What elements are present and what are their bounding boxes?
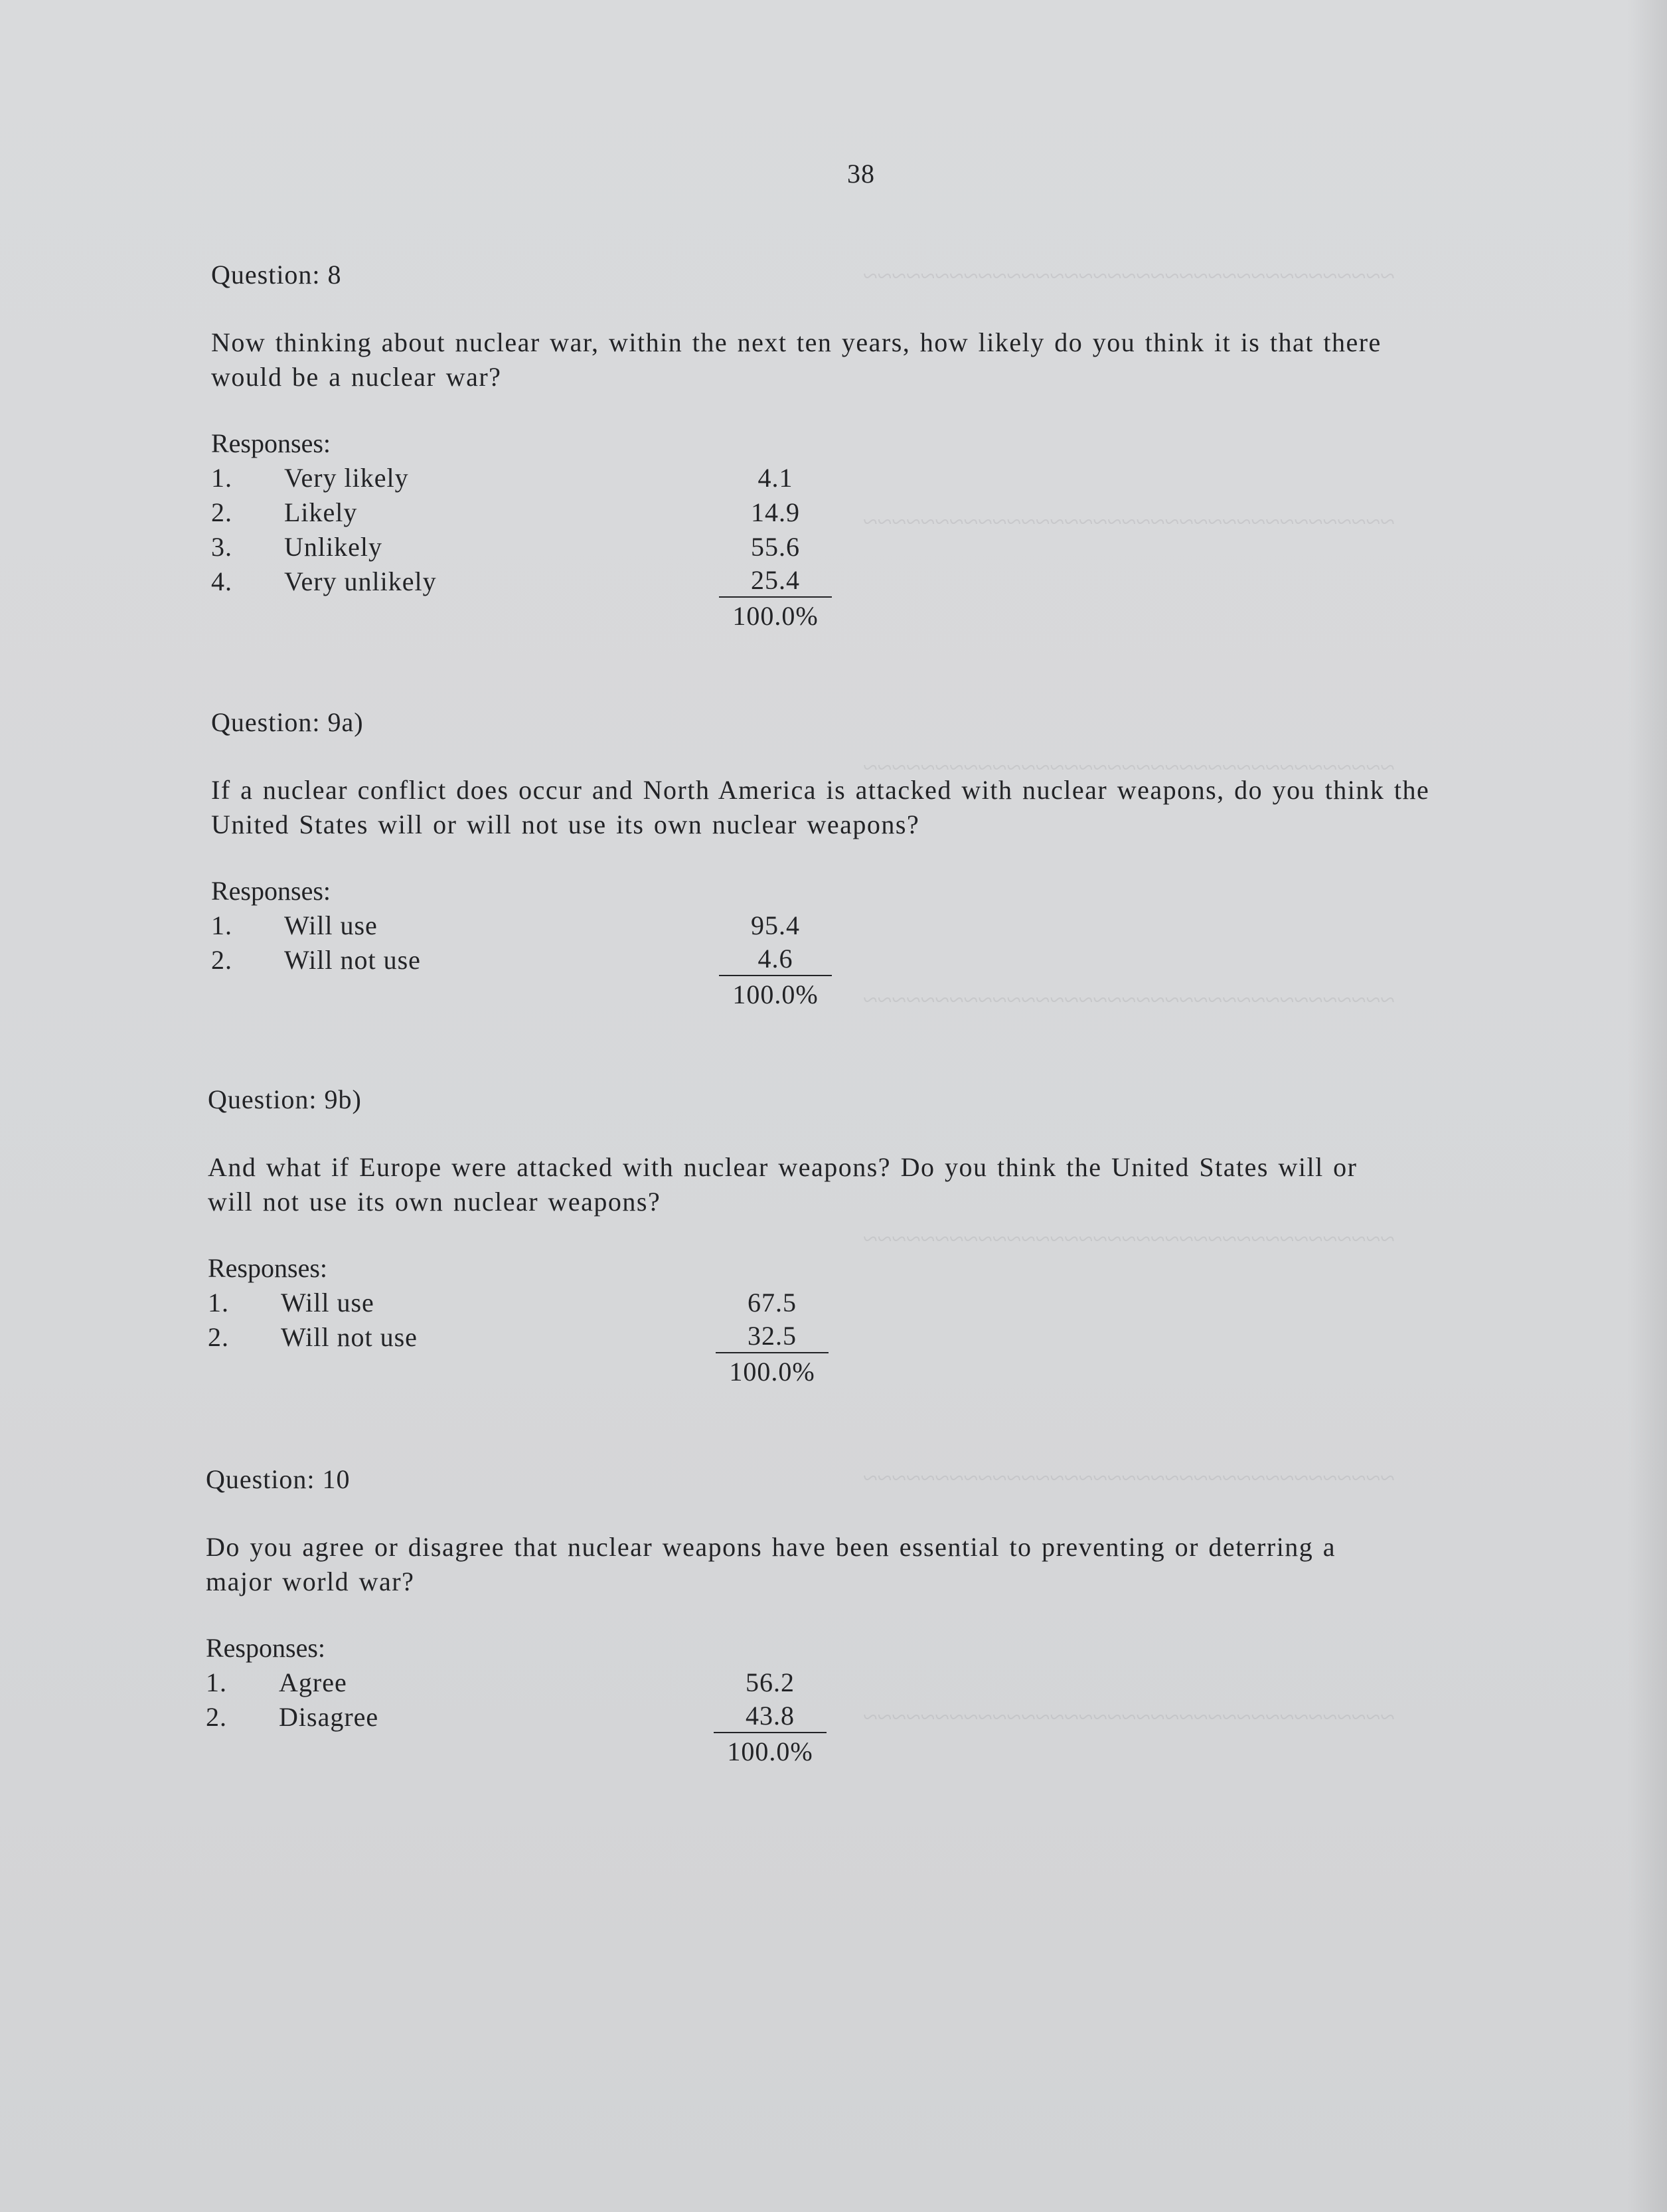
responses-list [211, 426, 1472, 634]
response-percent: 67.5 [748, 1288, 797, 1318]
response-number: 1. [211, 910, 232, 940]
response-total-row [211, 599, 1472, 634]
response-percent: 55.6 [751, 532, 800, 562]
response-label: Very likely [284, 463, 409, 493]
response-percent: 56.2 [746, 1667, 795, 1697]
response-total-row [206, 1735, 1467, 1769]
responses-heading: Responses: [211, 428, 331, 458]
response-number: 2. [206, 1702, 227, 1732]
response-number: 4. [211, 566, 232, 596]
response-row [211, 461, 1472, 495]
responses-list [206, 1631, 1467, 1769]
response-label: Unlikely [284, 532, 382, 562]
response-percent: 95.4 [751, 910, 800, 940]
responses-heading: Responses: [211, 876, 331, 906]
question-block-9a [211, 705, 1472, 1012]
response-row [211, 908, 1472, 943]
response-number: 1. [206, 1667, 227, 1697]
response-number: 3. [211, 532, 232, 562]
response-number: 2. [211, 497, 232, 527]
response-label: Will use [284, 910, 378, 940]
response-row [211, 495, 1472, 530]
question-label: Question: 9b) [208, 1084, 362, 1114]
response-total: 100.0% [732, 601, 819, 631]
question-label: Question: 10 [206, 1464, 351, 1494]
response-percent: 32.5 [716, 1320, 829, 1353]
bleed-through-decoration: ~~~~~~~~~~~~~~~~~~~~~~~~~~~~~~~~~~~~~ [863, 1224, 1395, 1254]
response-label: Agree [279, 1667, 347, 1697]
response-percent: 25.4 [719, 564, 832, 598]
response-row [208, 1320, 1469, 1355]
response-number: 2. [211, 945, 232, 975]
response-percent: 43.8 [714, 1700, 827, 1733]
question-block-9b [208, 1082, 1469, 1389]
question-block-8 [211, 258, 1472, 634]
question-block-10 [206, 1462, 1467, 1769]
responses-heading: Responses: [206, 1633, 325, 1663]
response-percent: 4.1 [757, 463, 793, 493]
question-label: Question: 8 [211, 260, 342, 290]
response-total-row [208, 1355, 1469, 1389]
responses-heading: Responses: [208, 1253, 327, 1283]
bleed-through-decoration: ~~~~~~~~~~~~~~~~~~~~~~~~~~~~~~~~~~~~~ [863, 1702, 1395, 1732]
question-text: Now thinking about nuclear war, within the next ten years, how likely do you think it is that there would be a nuclear war? [211, 327, 1382, 392]
response-label: Will not use [281, 1322, 418, 1352]
question-label: Question: 9a) [211, 707, 364, 737]
question-text: Do you agree or disagree that nuclear weapons have been essential to preventing or deterring a major world war? [206, 1532, 1336, 1596]
bleed-through-decoration: ~~~~~~~~~~~~~~~~~~~~~~~~~~~~~~~~~~~~~ [863, 985, 1395, 1015]
page-number: 38 [847, 159, 875, 189]
response-row [211, 943, 1472, 978]
response-label: Likely [284, 497, 358, 527]
response-total: 100.0% [732, 979, 819, 1009]
response-percent: 4.6 [719, 943, 832, 976]
responses-list [208, 1251, 1469, 1389]
bleed-through-decoration: ~~~~~~~~~~~~~~~~~~~~~~~~~~~~~~~~~~~~~ [863, 261, 1395, 291]
page-edge-shadow [1627, 0, 1667, 2212]
question-text: If a nuclear conflict does occur and North America is attacked with nuclear weapons, do you think the United States will or will not use its own nuclear weapons? [211, 775, 1430, 839]
response-row [206, 1665, 1467, 1700]
response-total-row [211, 978, 1472, 1012]
response-number: 1. [208, 1288, 229, 1318]
response-total: 100.0% [727, 1737, 813, 1766]
response-number: 2. [208, 1322, 229, 1352]
response-number: 1. [211, 463, 232, 493]
response-label: Very unlikely [284, 566, 437, 596]
response-row [211, 530, 1472, 564]
response-label: Will use [281, 1288, 374, 1318]
question-text: And what if Europe were attacked with nuclear weapons? Do you think the United States will or will not use its own nuclear weapons? [208, 1152, 1358, 1217]
response-label: Disagree [279, 1702, 379, 1732]
bleed-through-decoration: ~~~~~~~~~~~~~~~~~~~~~~~~~~~~~~~~~~~~~ [863, 752, 1395, 782]
response-total: 100.0% [729, 1357, 815, 1387]
response-row [208, 1286, 1469, 1320]
response-row [211, 564, 1472, 599]
response-percent: 14.9 [751, 497, 800, 527]
response-row [206, 1700, 1467, 1735]
bleed-through-decoration: ~~~~~~~~~~~~~~~~~~~~~~~~~~~~~~~~~~~~~ [863, 1463, 1395, 1493]
response-label: Will not use [284, 945, 421, 975]
bleed-through-decoration: ~~~~~~~~~~~~~~~~~~~~~~~~~~~~~~~~~~~~~ [863, 507, 1395, 537]
responses-list [211, 874, 1472, 1012]
